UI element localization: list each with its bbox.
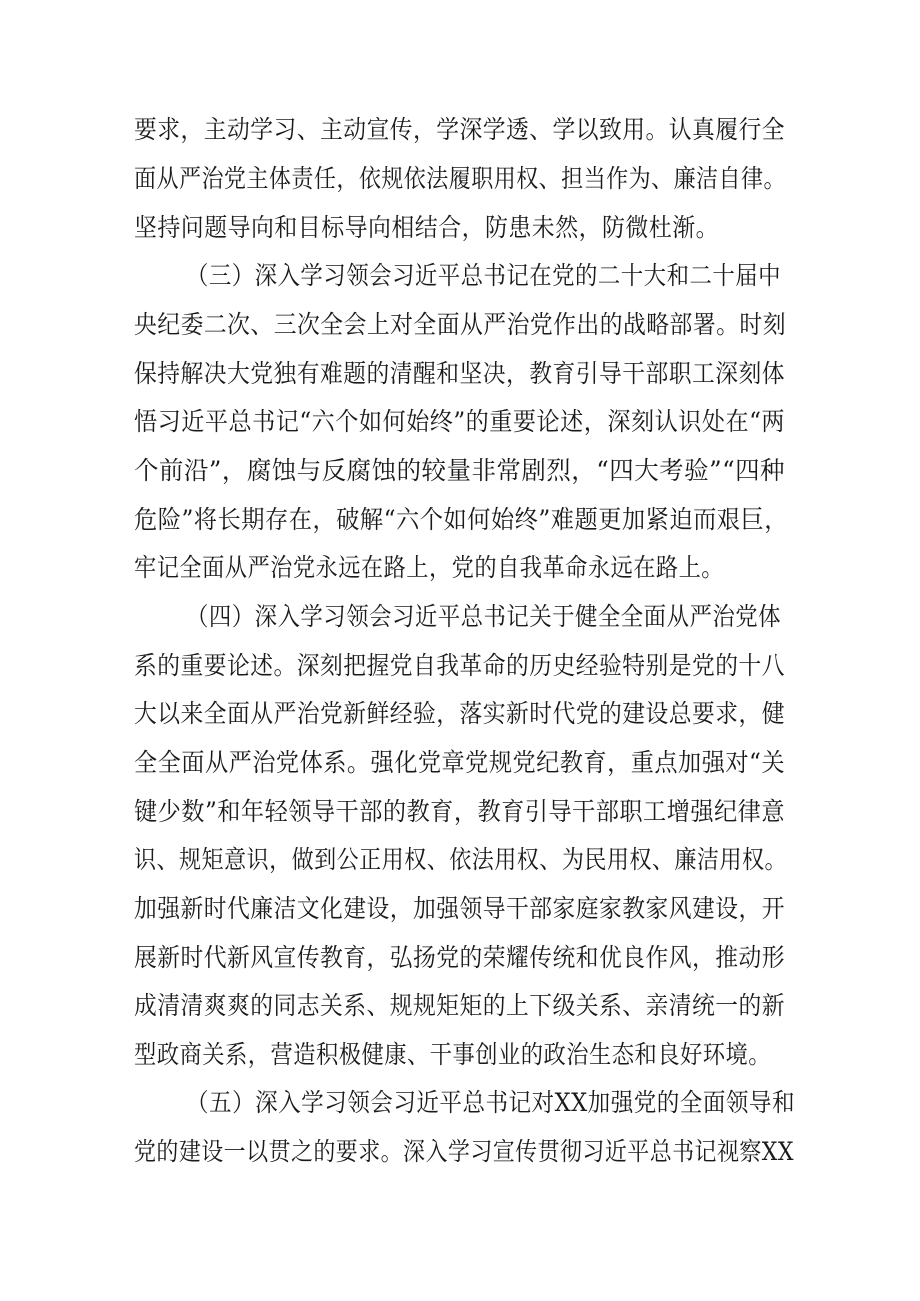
text-line-content: 坚持问题导向和目标导向相结合，防患未然，防微杜渐。 — [134, 213, 719, 242]
text-line-content: 系的重要论述。深刻把握党自我革命的历史经验特别是党的十八 — [134, 651, 785, 680]
text-line — [0, 305, 920, 345]
text-line-content: 成清清爽爽的同志关系、规规矩矩的上下级关系、亲清统一的新 — [134, 991, 785, 1020]
text-line-content: 保持解决大党独有难题的清醒和坚决，教育引导干部职工深刻体 — [134, 359, 785, 388]
text-line — [0, 451, 920, 491]
text-line-content: 面从严治党主体责任，依规依法履职用权、担当作为、廉洁自律。 — [134, 164, 786, 193]
text-line-content: 悟习近平总书记“六个如何始终”的重要论述，深刻认识处在“两 — [134, 407, 785, 436]
text-line-content: 识、规矩意识，做到公正用权、依法用权、为民用权、廉洁用权。 — [134, 845, 787, 874]
paragraph-start-line — [0, 1083, 920, 1123]
text-line — [0, 110, 920, 150]
text-line — [0, 1035, 920, 1075]
text-line — [0, 208, 920, 248]
text-line — [0, 938, 920, 978]
text-line — [0, 402, 920, 442]
text-line — [0, 986, 920, 1026]
text-line-content: 个前沿”，腐蚀与反腐蚀的较量非常剧烈，“四大考验”“四种 — [134, 456, 785, 485]
text-line — [0, 840, 920, 880]
text-line-content: 大以来全面从严治党新鲜经验，落实新时代党的建设总要求，健 — [134, 699, 785, 728]
text-line-content: 加强新时代廉洁文化建设，加强领导干部家庭家教家风建设，开 — [134, 894, 785, 923]
text-line-content: 键少数”和年轻领导干部的教育，教育引导干部职工增强纪律意 — [134, 797, 785, 826]
text-line — [0, 743, 920, 783]
text-line — [0, 159, 920, 199]
text-line — [0, 500, 920, 540]
text-line — [0, 548, 920, 588]
text-line-content: （三）深入学习领会习近平总书记在党的二十大和二十届中 — [186, 261, 781, 290]
text-line-content: 党的建设一以贯之的要求。深入学习宣传贯彻习近平总书记视察XX — [134, 1137, 794, 1166]
text-line-content: （四）深入学习领会习近平总书记关于健全全面从严治党体 — [186, 602, 781, 631]
text-line-content: 型政商关系，营造积极健康、干事创业的政治生态和良好环境。 — [134, 1040, 771, 1069]
text-line-content: 央纪委二次、三次全会上对全面从严治党作出的战略部署。时刻 — [134, 310, 786, 339]
text-line — [0, 792, 920, 832]
text-line — [0, 889, 920, 929]
text-line — [0, 694, 920, 734]
text-line-content: 牢记全面从严治党永远在路上，党的自我革命永远在路上。 — [134, 553, 724, 582]
text-line-content: （五）深入学习领会习近平总书记对XX加强党的全面领导和 — [186, 1088, 795, 1117]
text-line-content: 全全面从严治党体系。强化党章党规党纪教育，重点加强对“关 — [134, 748, 785, 777]
text-line-content: 危险”将长期存在，破解“六个如何始终”难题更加紧迫而艰巨， — [134, 505, 788, 534]
text-line — [0, 354, 920, 394]
text-line-content: 展新时代新风宣传教育，弘扬党的荣耀传统和优良作风，推动形 — [134, 943, 785, 972]
text-line — [0, 646, 920, 686]
text-line-content: 要求，主动学习、主动宣传，学深学透、学以致用。认真履行全 — [134, 115, 785, 144]
text-line — [0, 1132, 920, 1172]
paragraph-start-line — [0, 256, 920, 296]
paragraph-start-line — [0, 597, 920, 637]
